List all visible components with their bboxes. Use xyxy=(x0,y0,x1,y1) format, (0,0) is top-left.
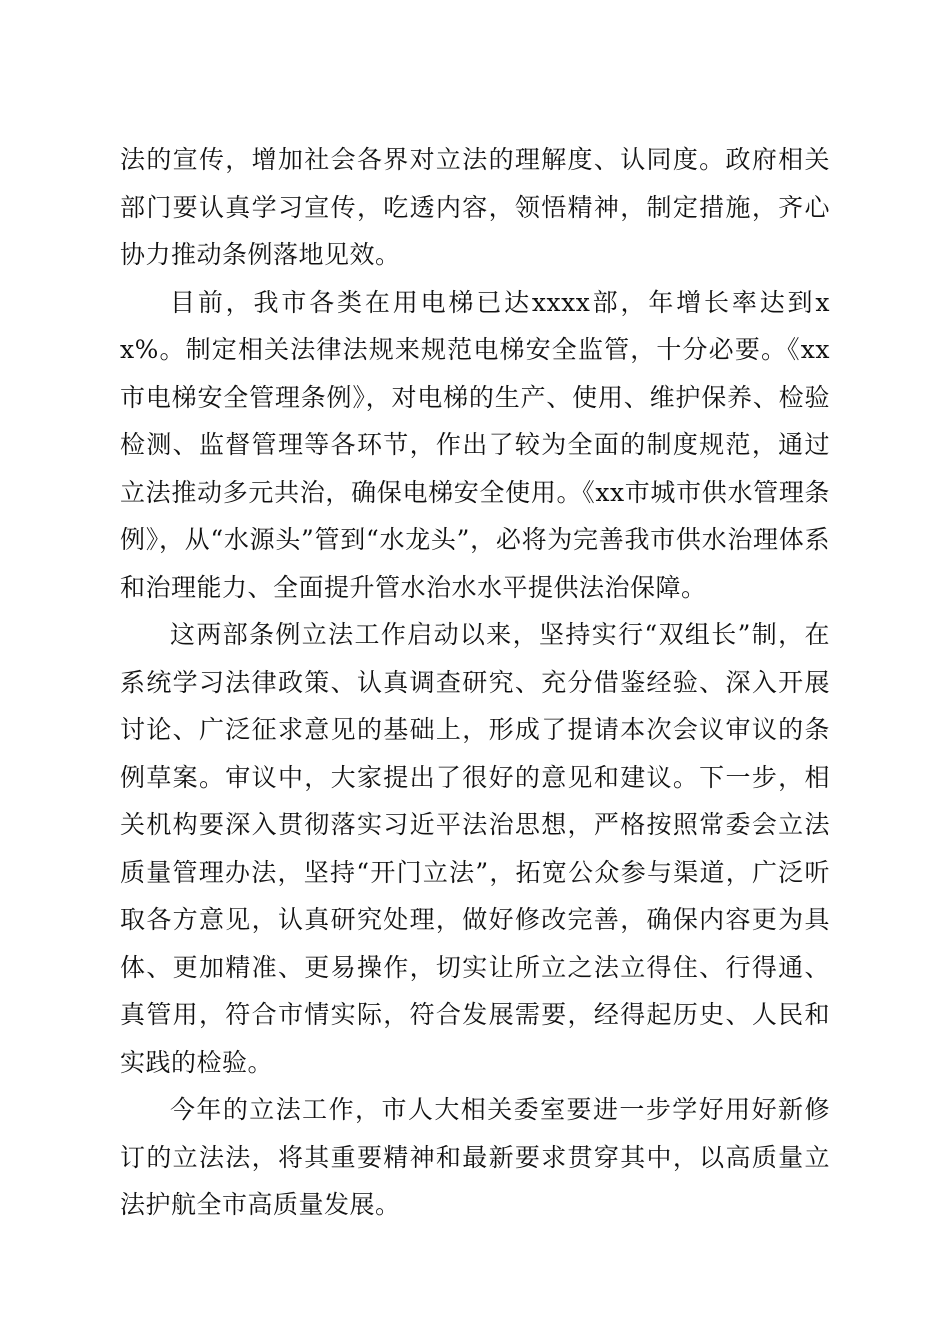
paragraph-legislative-process: 这两部条例立法工作启动以来，坚持实行“双组长”制，在系统学习法律政策、认真调查研究、充分借鉴经验、深入开展讨论、广泛征求意见的基础上，形成了提请本次会议审议的条例草案。审议中，大家提出了很好的意见和建议。下一步，相关机构要深入贯彻落实习近平法治思想，严格按照常委会立法质量管理办法，坚持“开门立法”，拓宽公众参与渠道，广泛听取各方意见，认真研究处理，做好修改完善，确保内容更为具体、更加精准、更易操作，切实让所立之法立得住、行得通、真管用，符合市情实际，符合发展需要，经得起历史、人民和实践的检验。 xyxy=(120,620,830,1077)
body-text xyxy=(120,136,830,1229)
paragraph-continuation: 法的宣传，增加社会各界对立法的理解度、认同度。政府相关部门要认真学习宣传，吃透内容，领悟精神，制定措施，齐心协力推动条例落地见效。 xyxy=(120,145,830,269)
paragraph-annual-legislation: 今年的立法工作，市人大相关委室要进一步学好用好新修订的立法法，将其重要精神和最新要求贯穿其中，以高质量立法护航全市高质量发展。 xyxy=(120,1095,830,1219)
paragraph-elevator-regulation: 目前，我市各类在用电梯已达xxxx部，年增长率达到xx%。制定相关法律法规来规范电梯安全监管，十分必要。《xx市电梯安全管理条例》，对电梯的生产、使用、维护保养、检验检测、监督管理等各环节，作出了较为全面的制度规范，通过立法推动多元共治，确保电梯安全使用。《xx市城市供水管理条例》，从“水源头”管到“水龙头”，必将为完善我市供水治理体系和治理能力、全面提升管水治水水平提供法治保障。 xyxy=(120,287,830,602)
